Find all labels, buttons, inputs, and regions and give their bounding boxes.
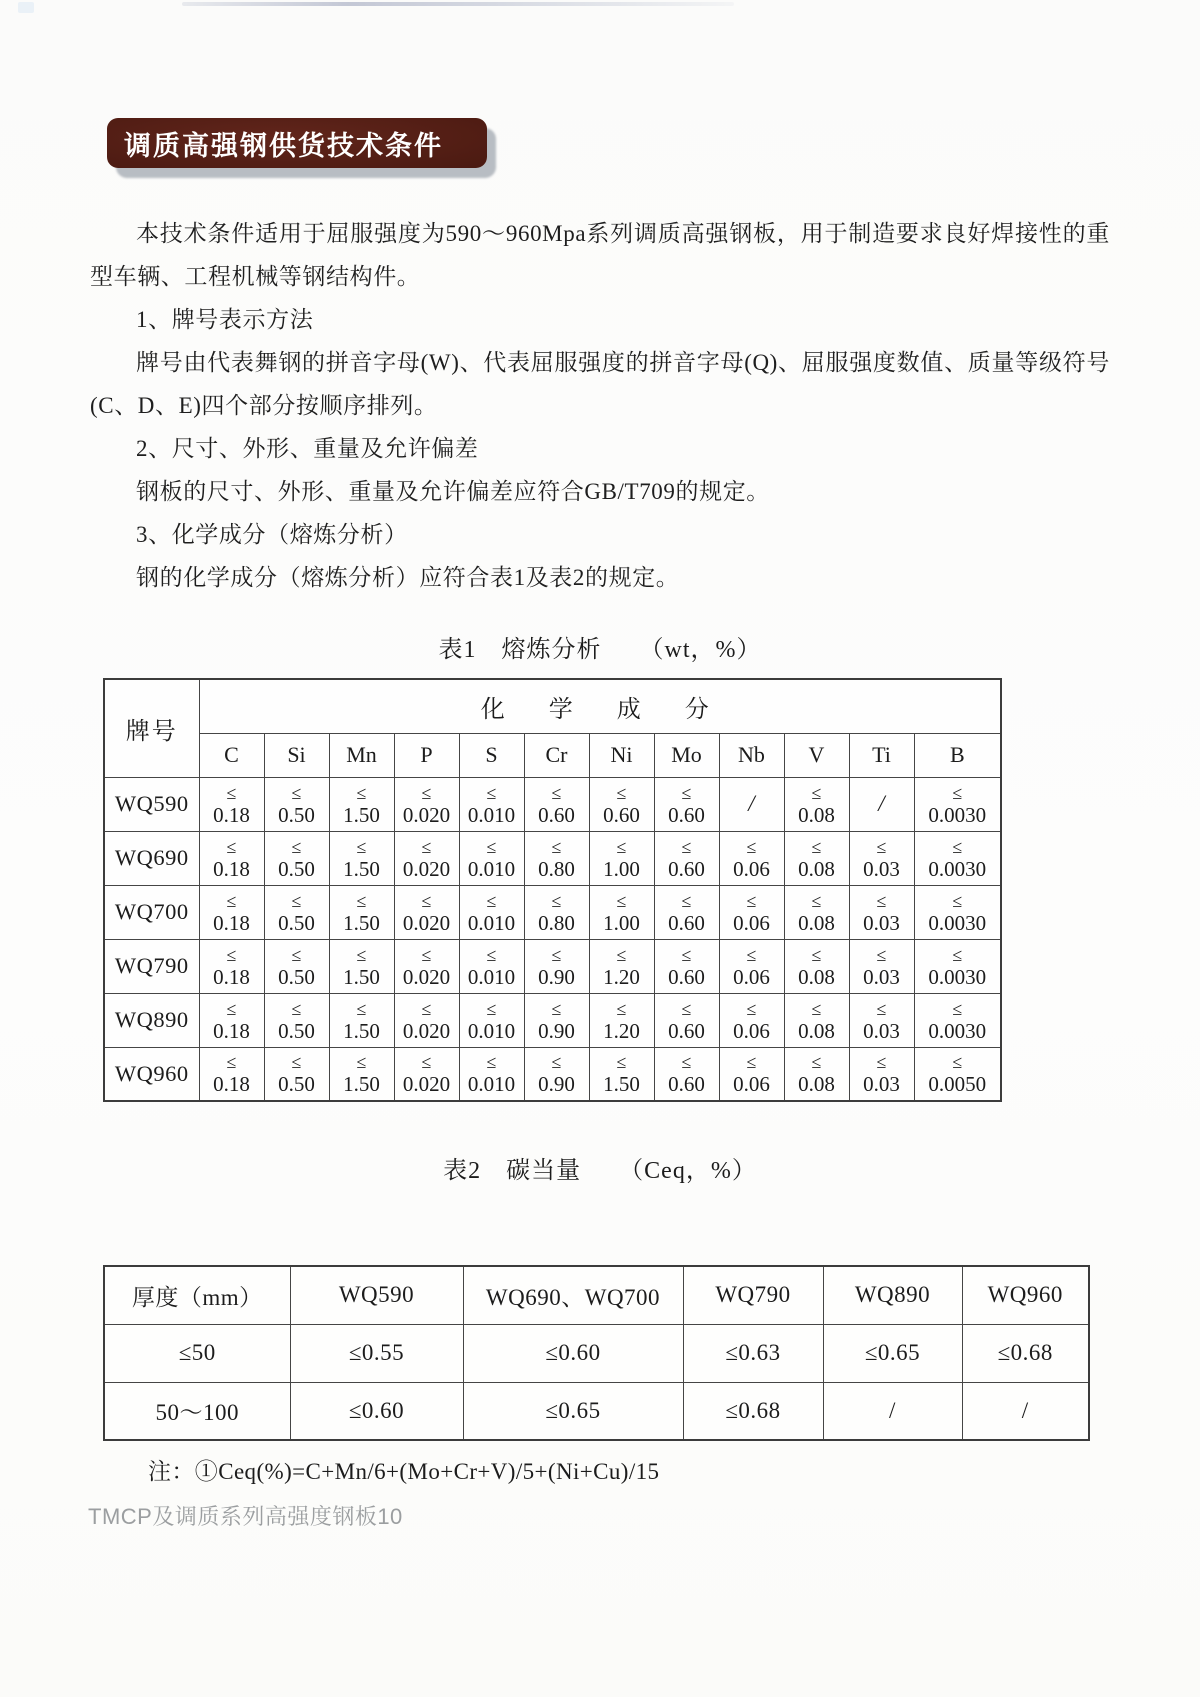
table1-caption: 表1 熔炼分析 （wt，%）: [438, 637, 762, 663]
paragraph-grade-naming: 牌号由代表舞钢的拼音字母(W)、代表屈服强度的拼音字母(Q)、屈服强度数值、质量等级符号(C、D、E)四个部分按顺序排列。: [90, 350, 1110, 418]
table1-group-header: 化 学 成 分: [199, 679, 1001, 733]
limit-value: 0.03: [863, 1072, 900, 1097]
table1-value-cell: [719, 831, 784, 885]
table2-value-cell: ≤0.63: [683, 1324, 823, 1382]
paragraph-chemistry: 钢的化学成分（熔炼分析）应符合表1及表2的规定。: [136, 565, 680, 590]
limit-value: 0.50: [278, 910, 315, 935]
table1-value-cell: [264, 831, 329, 885]
limit-value: 0.020: [402, 1072, 451, 1097]
less-equal-symbol: ≤: [421, 836, 432, 857]
table2-column-header: WQ790: [683, 1266, 823, 1324]
table1-column-header: V: [784, 733, 849, 777]
table1-value-cell: [394, 831, 459, 885]
table1-value-cell: [264, 993, 329, 1047]
limit-value: 1.50: [343, 802, 380, 827]
table1-value-cell: [654, 831, 719, 885]
table1-value-cell: [589, 939, 654, 993]
table2-value-cell: ≤0.65: [463, 1382, 683, 1440]
limit-value: 0.50: [278, 856, 315, 881]
table1-value-cell: [719, 885, 784, 939]
less-equal-symbol: ≤: [421, 782, 432, 803]
limit-value: 1.00: [603, 856, 640, 881]
less-equal-symbol: ≤: [811, 782, 822, 803]
footer-text: TMCP及调质系列高强度钢板10: [88, 1504, 403, 1529]
less-equal-symbol: ≤: [811, 944, 822, 965]
less-equal-symbol: ≤: [291, 836, 302, 857]
table1-value-cell: [329, 939, 394, 993]
table1-value-cell: [199, 939, 264, 993]
table1-value-cell: [329, 885, 394, 939]
scan-artifact-line: [182, 2, 734, 6]
limit-value: 0.60: [668, 910, 705, 935]
table1-column-header: Mn: [329, 733, 394, 777]
table1-value-cell: [654, 1047, 719, 1101]
section-title-banner: [107, 118, 487, 168]
table1-value-cell: [524, 885, 589, 939]
limit-value: 0.60: [538, 802, 575, 827]
table1-value-cell: [784, 993, 849, 1047]
less-equal-symbol: ≤: [746, 998, 757, 1019]
less-equal-symbol: ≤: [551, 782, 562, 803]
table1-value-cell: [524, 939, 589, 993]
less-equal-symbol: ≤: [876, 890, 887, 911]
less-equal-symbol: ≤: [616, 782, 627, 803]
limit-value: 0.08: [798, 964, 835, 989]
table2-row: [104, 1382, 1089, 1440]
table1-value-cell: [199, 777, 264, 831]
less-equal-symbol: ≤: [226, 836, 237, 857]
table1-value-cell: [264, 939, 329, 993]
table1-value-cell: [849, 885, 914, 939]
paragraph-heading-2: 2、尺寸、外形、重量及允许偏差: [136, 436, 479, 461]
less-equal-symbol: ≤: [356, 836, 367, 857]
table1-column-header: Mo: [654, 733, 719, 777]
table1-value-cell: [589, 831, 654, 885]
table1-value-cell: [914, 885, 1001, 939]
limit-value: 0.18: [213, 856, 250, 881]
table1-value-cell: [329, 1047, 394, 1101]
less-equal-symbol: ≤: [811, 1052, 822, 1073]
less-equal-symbol: ≤: [291, 782, 302, 803]
less-equal-symbol: ≤: [291, 1052, 302, 1073]
limit-value: 0.020: [402, 910, 451, 935]
less-equal-symbol: ≤: [551, 890, 562, 911]
limit-value: 0.50: [278, 802, 315, 827]
paragraph-dimensions: 钢板的尺寸、外形、重量及允许偏差应符合GB/T709的规定。: [136, 479, 770, 504]
table1-value-cell: [329, 831, 394, 885]
table1-value-cell: [589, 993, 654, 1047]
limit-value: 0.60: [668, 1072, 705, 1097]
table1-column-header: S: [459, 733, 524, 777]
limit-value: 0.08: [798, 802, 835, 827]
table2-value-cell: ≤50: [104, 1324, 290, 1382]
limit-value: 0.18: [213, 802, 250, 827]
limit-value: 1.20: [603, 964, 640, 989]
less-equal-symbol: ≤: [952, 890, 963, 911]
less-equal-symbol: ≤: [421, 1052, 432, 1073]
less-equal-symbol: ≤: [616, 890, 627, 911]
less-equal-symbol: ≤: [746, 890, 757, 911]
table1-value-cell: [589, 885, 654, 939]
limit-value: 0.60: [603, 802, 640, 827]
table1-row: [104, 993, 1001, 1047]
note-formula: 注：①Ceq(%)=C+Mn/6+(Mo+Cr+V)/5+(Ni+Cu)/15: [148, 1459, 660, 1484]
limit-value: 0.08: [798, 1018, 835, 1043]
limit-value: 1.50: [343, 1018, 380, 1043]
limit-value: 0.010: [467, 1072, 516, 1097]
limit-value: 0.020: [402, 1018, 451, 1043]
limit-value: 0.08: [798, 856, 835, 881]
table1-column-header: Si: [264, 733, 329, 777]
limit-value: 0.03: [863, 964, 900, 989]
limit-value: 0.03: [863, 856, 900, 881]
paragraph-heading-3: 3、化学成分（熔炼分析）: [136, 522, 408, 547]
limit-value: 0.60: [668, 856, 705, 881]
less-equal-symbol: ≤: [356, 782, 367, 803]
limit-value: 0.010: [467, 1018, 516, 1043]
less-equal-symbol: ≤: [551, 944, 562, 965]
paragraph-heading-1: 1、牌号表示方法: [136, 307, 314, 332]
table1-value-cell: [459, 885, 524, 939]
table2-value-cell: 50～100: [104, 1382, 290, 1440]
table1-column-header: P: [394, 733, 459, 777]
less-equal-symbol: ≤: [616, 998, 627, 1019]
less-equal-symbol: ≤: [811, 836, 822, 857]
table2-column-header: WQ590: [290, 1266, 463, 1324]
table2-value-cell: ≤0.68: [962, 1324, 1089, 1382]
less-equal-symbol: ≤: [486, 782, 497, 803]
limit-value: 0.60: [668, 802, 705, 827]
table1-column-header: Cr: [524, 733, 589, 777]
less-equal-symbol: ≤: [811, 998, 822, 1019]
less-equal-symbol: ≤: [746, 1052, 757, 1073]
limit-value: 0.0050: [928, 1072, 987, 1097]
paragraph-intro: 本技术条件适用于屈服强度为590～960Mpa系列调质高强钢板，用于制造要求良好焊接性的重型车辆、工程机械等钢结构件。: [90, 221, 1110, 289]
table2-header-row: [104, 1266, 1089, 1324]
less-equal-symbol: ≤: [486, 1052, 497, 1073]
less-equal-symbol: ≤: [291, 998, 302, 1019]
table1-grade-cell: WQ700: [104, 885, 199, 939]
table2-value-cell: ≤0.55: [290, 1324, 463, 1382]
table1-value-cell: [524, 993, 589, 1047]
table2-caption: 表2 碳当量 （Ceq，%）: [443, 1158, 757, 1184]
table1-group-header-row: [104, 679, 1001, 733]
less-equal-symbol: ≤: [616, 1052, 627, 1073]
table1-value-cell: [459, 1047, 524, 1101]
table1-value-cell: [849, 777, 914, 831]
table2-value-cell: ≤0.60: [290, 1382, 463, 1440]
less-equal-symbol: ≤: [876, 836, 887, 857]
less-equal-symbol: ≤: [952, 944, 963, 965]
table1-grade-cell: WQ890: [104, 993, 199, 1047]
table2-value-cell: /: [962, 1382, 1089, 1440]
limit-value: 0.06: [733, 910, 770, 935]
less-equal-symbol: ≤: [356, 1052, 367, 1073]
table1-value-cell: [784, 885, 849, 939]
table2-value-cell: ≤0.65: [823, 1324, 962, 1382]
table1-value-cell: [784, 831, 849, 885]
table1-value-cell: [719, 1047, 784, 1101]
table1-value-cell: [394, 993, 459, 1047]
table2-column-header: 厚度（mm）: [104, 1266, 290, 1324]
limit-value: 0.06: [733, 1018, 770, 1043]
limit-value: 0.06: [733, 964, 770, 989]
less-equal-symbol: ≤: [551, 836, 562, 857]
section-title: 调质高强钢供货技术条件: [124, 130, 443, 161]
limit-value: 0.010: [467, 964, 516, 989]
table1-value-cell: [459, 831, 524, 885]
limit-value: 0.010: [467, 802, 516, 827]
limit-value: 1.00: [603, 910, 640, 935]
less-equal-symbol: ≤: [876, 998, 887, 1019]
less-equal-symbol: ≤: [226, 944, 237, 965]
less-equal-symbol: ≤: [421, 998, 432, 1019]
less-equal-symbol: ≤: [681, 998, 692, 1019]
limit-value: 0.18: [213, 1018, 250, 1043]
limit-value: 0.18: [213, 964, 250, 989]
less-equal-symbol: ≤: [356, 944, 367, 965]
limit-value: 0.03: [863, 1018, 900, 1043]
less-equal-symbol: ≤: [421, 944, 432, 965]
table1-value-cell: [459, 777, 524, 831]
table1-value-cell: [914, 777, 1001, 831]
table1-value-cell: [394, 777, 459, 831]
limit-value: 0.020: [402, 856, 451, 881]
limit-value: 0.80: [538, 856, 575, 881]
limit-value: 0.0030: [928, 1018, 987, 1043]
table2-value-cell: ≤0.68: [683, 1382, 823, 1440]
less-equal-symbol: ≤: [616, 944, 627, 965]
limit-value: 0.020: [402, 964, 451, 989]
less-equal-symbol: ≤: [356, 890, 367, 911]
less-equal-symbol: ≤: [486, 998, 497, 1019]
limit-value: 0.010: [467, 856, 516, 881]
table1-value-cell: [849, 1047, 914, 1101]
table1-value-cell: [914, 1047, 1001, 1101]
limit-value: 1.50: [343, 1072, 380, 1097]
less-equal-symbol: ≤: [226, 890, 237, 911]
less-equal-symbol: ≤: [876, 944, 887, 965]
table1-row: [104, 939, 1001, 993]
table1-grade-header: 牌号: [104, 679, 199, 777]
less-equal-symbol: ≤: [356, 998, 367, 1019]
table1-column-header: C: [199, 733, 264, 777]
table1-value-cell: [394, 885, 459, 939]
table1-value-cell: [524, 777, 589, 831]
limit-value: 0.0030: [928, 856, 987, 881]
table1-column-header: B: [914, 733, 1001, 777]
less-equal-symbol: ≤: [876, 1052, 887, 1073]
table1-value-cell: [914, 993, 1001, 1047]
not-applicable-mark: /: [878, 791, 885, 816]
less-equal-symbol: ≤: [291, 890, 302, 911]
limit-value: 0.0030: [928, 964, 987, 989]
table1-value-cell: [264, 777, 329, 831]
less-equal-symbol: ≤: [486, 890, 497, 911]
limit-value: 0.010: [467, 910, 516, 935]
page-content: [90, 212, 1110, 1486]
table1-column-header: Nb: [719, 733, 784, 777]
table1-value-cell: [394, 1047, 459, 1101]
table1-value-cell: [589, 1047, 654, 1101]
not-applicable-mark: /: [748, 791, 755, 816]
table1-value-cell: [524, 1047, 589, 1101]
table1-value-cell: [199, 831, 264, 885]
table2-value-cell: /: [823, 1382, 962, 1440]
table1-value-cell: [849, 831, 914, 885]
limit-value: 1.50: [603, 1072, 640, 1097]
less-equal-symbol: ≤: [616, 836, 627, 857]
limit-value: 0.0030: [928, 802, 987, 827]
table1-row: [104, 777, 1001, 831]
table1-grade-cell: WQ690: [104, 831, 199, 885]
table1-value-cell: [264, 885, 329, 939]
table1-value-cell: [589, 777, 654, 831]
less-equal-symbol: ≤: [746, 944, 757, 965]
limit-value: 0.50: [278, 1018, 315, 1043]
table1-value-cell: [654, 885, 719, 939]
table1-value-cell: [199, 1047, 264, 1101]
less-equal-symbol: ≤: [486, 836, 497, 857]
less-equal-symbol: ≤: [486, 944, 497, 965]
limit-value: 0.08: [798, 1072, 835, 1097]
table1-value-cell: [394, 939, 459, 993]
limit-value: 0.80: [538, 910, 575, 935]
limit-value: 0.0030: [928, 910, 987, 935]
limit-value: 1.50: [343, 910, 380, 935]
less-equal-symbol: ≤: [952, 1052, 963, 1073]
table2-carbon-equivalent: [103, 1265, 1090, 1441]
table1-grade-cell: WQ590: [104, 777, 199, 831]
limit-value: 0.06: [733, 856, 770, 881]
table1-value-cell: [849, 993, 914, 1047]
table1-value-cell: [199, 885, 264, 939]
table1-value-cell: [784, 1047, 849, 1101]
table1-value-cell: [329, 993, 394, 1047]
table2-row: [104, 1324, 1089, 1382]
table1-value-cell: [719, 939, 784, 993]
table1-value-cell: [719, 993, 784, 1047]
less-equal-symbol: ≤: [551, 998, 562, 1019]
table1-grade-cell: WQ960: [104, 1047, 199, 1101]
table1-column-header: Ni: [589, 733, 654, 777]
table1-value-cell: [199, 993, 264, 1047]
table1-value-cell: [784, 939, 849, 993]
table1-value-cell: [654, 993, 719, 1047]
table1-value-cell: [784, 777, 849, 831]
table1-value-cell: [849, 939, 914, 993]
table1-value-cell: [654, 939, 719, 993]
limit-value: 0.50: [278, 964, 315, 989]
limit-value: 1.20: [603, 1018, 640, 1043]
less-equal-symbol: ≤: [681, 782, 692, 803]
table1-element-header-row: [104, 733, 1001, 777]
table1-value-cell: [459, 993, 524, 1047]
limit-value: 1.50: [343, 964, 380, 989]
less-equal-symbol: ≤: [681, 1052, 692, 1073]
table2-column-header: WQ890: [823, 1266, 962, 1324]
limit-value: 0.90: [538, 1072, 575, 1097]
table2-value-cell: ≤0.60: [463, 1324, 683, 1382]
table1-row: [104, 831, 1001, 885]
table2-column-header: WQ960: [962, 1266, 1089, 1324]
less-equal-symbol: ≤: [681, 944, 692, 965]
limit-value: 0.03: [863, 910, 900, 935]
table1-value-cell: [459, 939, 524, 993]
less-equal-symbol: ≤: [226, 782, 237, 803]
table1-value-cell: [914, 831, 1001, 885]
table2-column-header: WQ690、WQ700: [463, 1266, 683, 1324]
less-equal-symbol: ≤: [952, 998, 963, 1019]
table1-melting-analysis: [103, 678, 1002, 1102]
table1-column-header: Ti: [849, 733, 914, 777]
limit-value: 0.60: [668, 964, 705, 989]
less-equal-symbol: ≤: [421, 890, 432, 911]
limit-value: 1.50: [343, 856, 380, 881]
less-equal-symbol: ≤: [681, 836, 692, 857]
table1-row: [104, 885, 1001, 939]
scan-artifact-speck: [18, 2, 34, 13]
limit-value: 0.90: [538, 964, 575, 989]
table1-grade-cell: WQ790: [104, 939, 199, 993]
table1-value-cell: [264, 1047, 329, 1101]
less-equal-symbol: ≤: [746, 836, 757, 857]
table1-value-cell: [914, 939, 1001, 993]
limit-value: 0.06: [733, 1072, 770, 1097]
limit-value: 0.08: [798, 910, 835, 935]
less-equal-symbol: ≤: [226, 1052, 237, 1073]
limit-value: 0.18: [213, 910, 250, 935]
table1-value-cell: [329, 777, 394, 831]
table1-row: [104, 1047, 1001, 1101]
table1-value-cell: [719, 777, 784, 831]
table1-value-cell: [524, 831, 589, 885]
less-equal-symbol: ≤: [226, 998, 237, 1019]
limit-value: 0.50: [278, 1072, 315, 1097]
less-equal-symbol: ≤: [291, 944, 302, 965]
less-equal-symbol: ≤: [681, 890, 692, 911]
table1-value-cell: [654, 777, 719, 831]
limit-value: 0.60: [668, 1018, 705, 1043]
less-equal-symbol: ≤: [811, 890, 822, 911]
limit-value: 0.90: [538, 1018, 575, 1043]
limit-value: 0.18: [213, 1072, 250, 1097]
less-equal-symbol: ≤: [952, 836, 963, 857]
limit-value: 0.020: [402, 802, 451, 827]
less-equal-symbol: ≤: [551, 1052, 562, 1073]
less-equal-symbol: ≤: [952, 782, 963, 803]
